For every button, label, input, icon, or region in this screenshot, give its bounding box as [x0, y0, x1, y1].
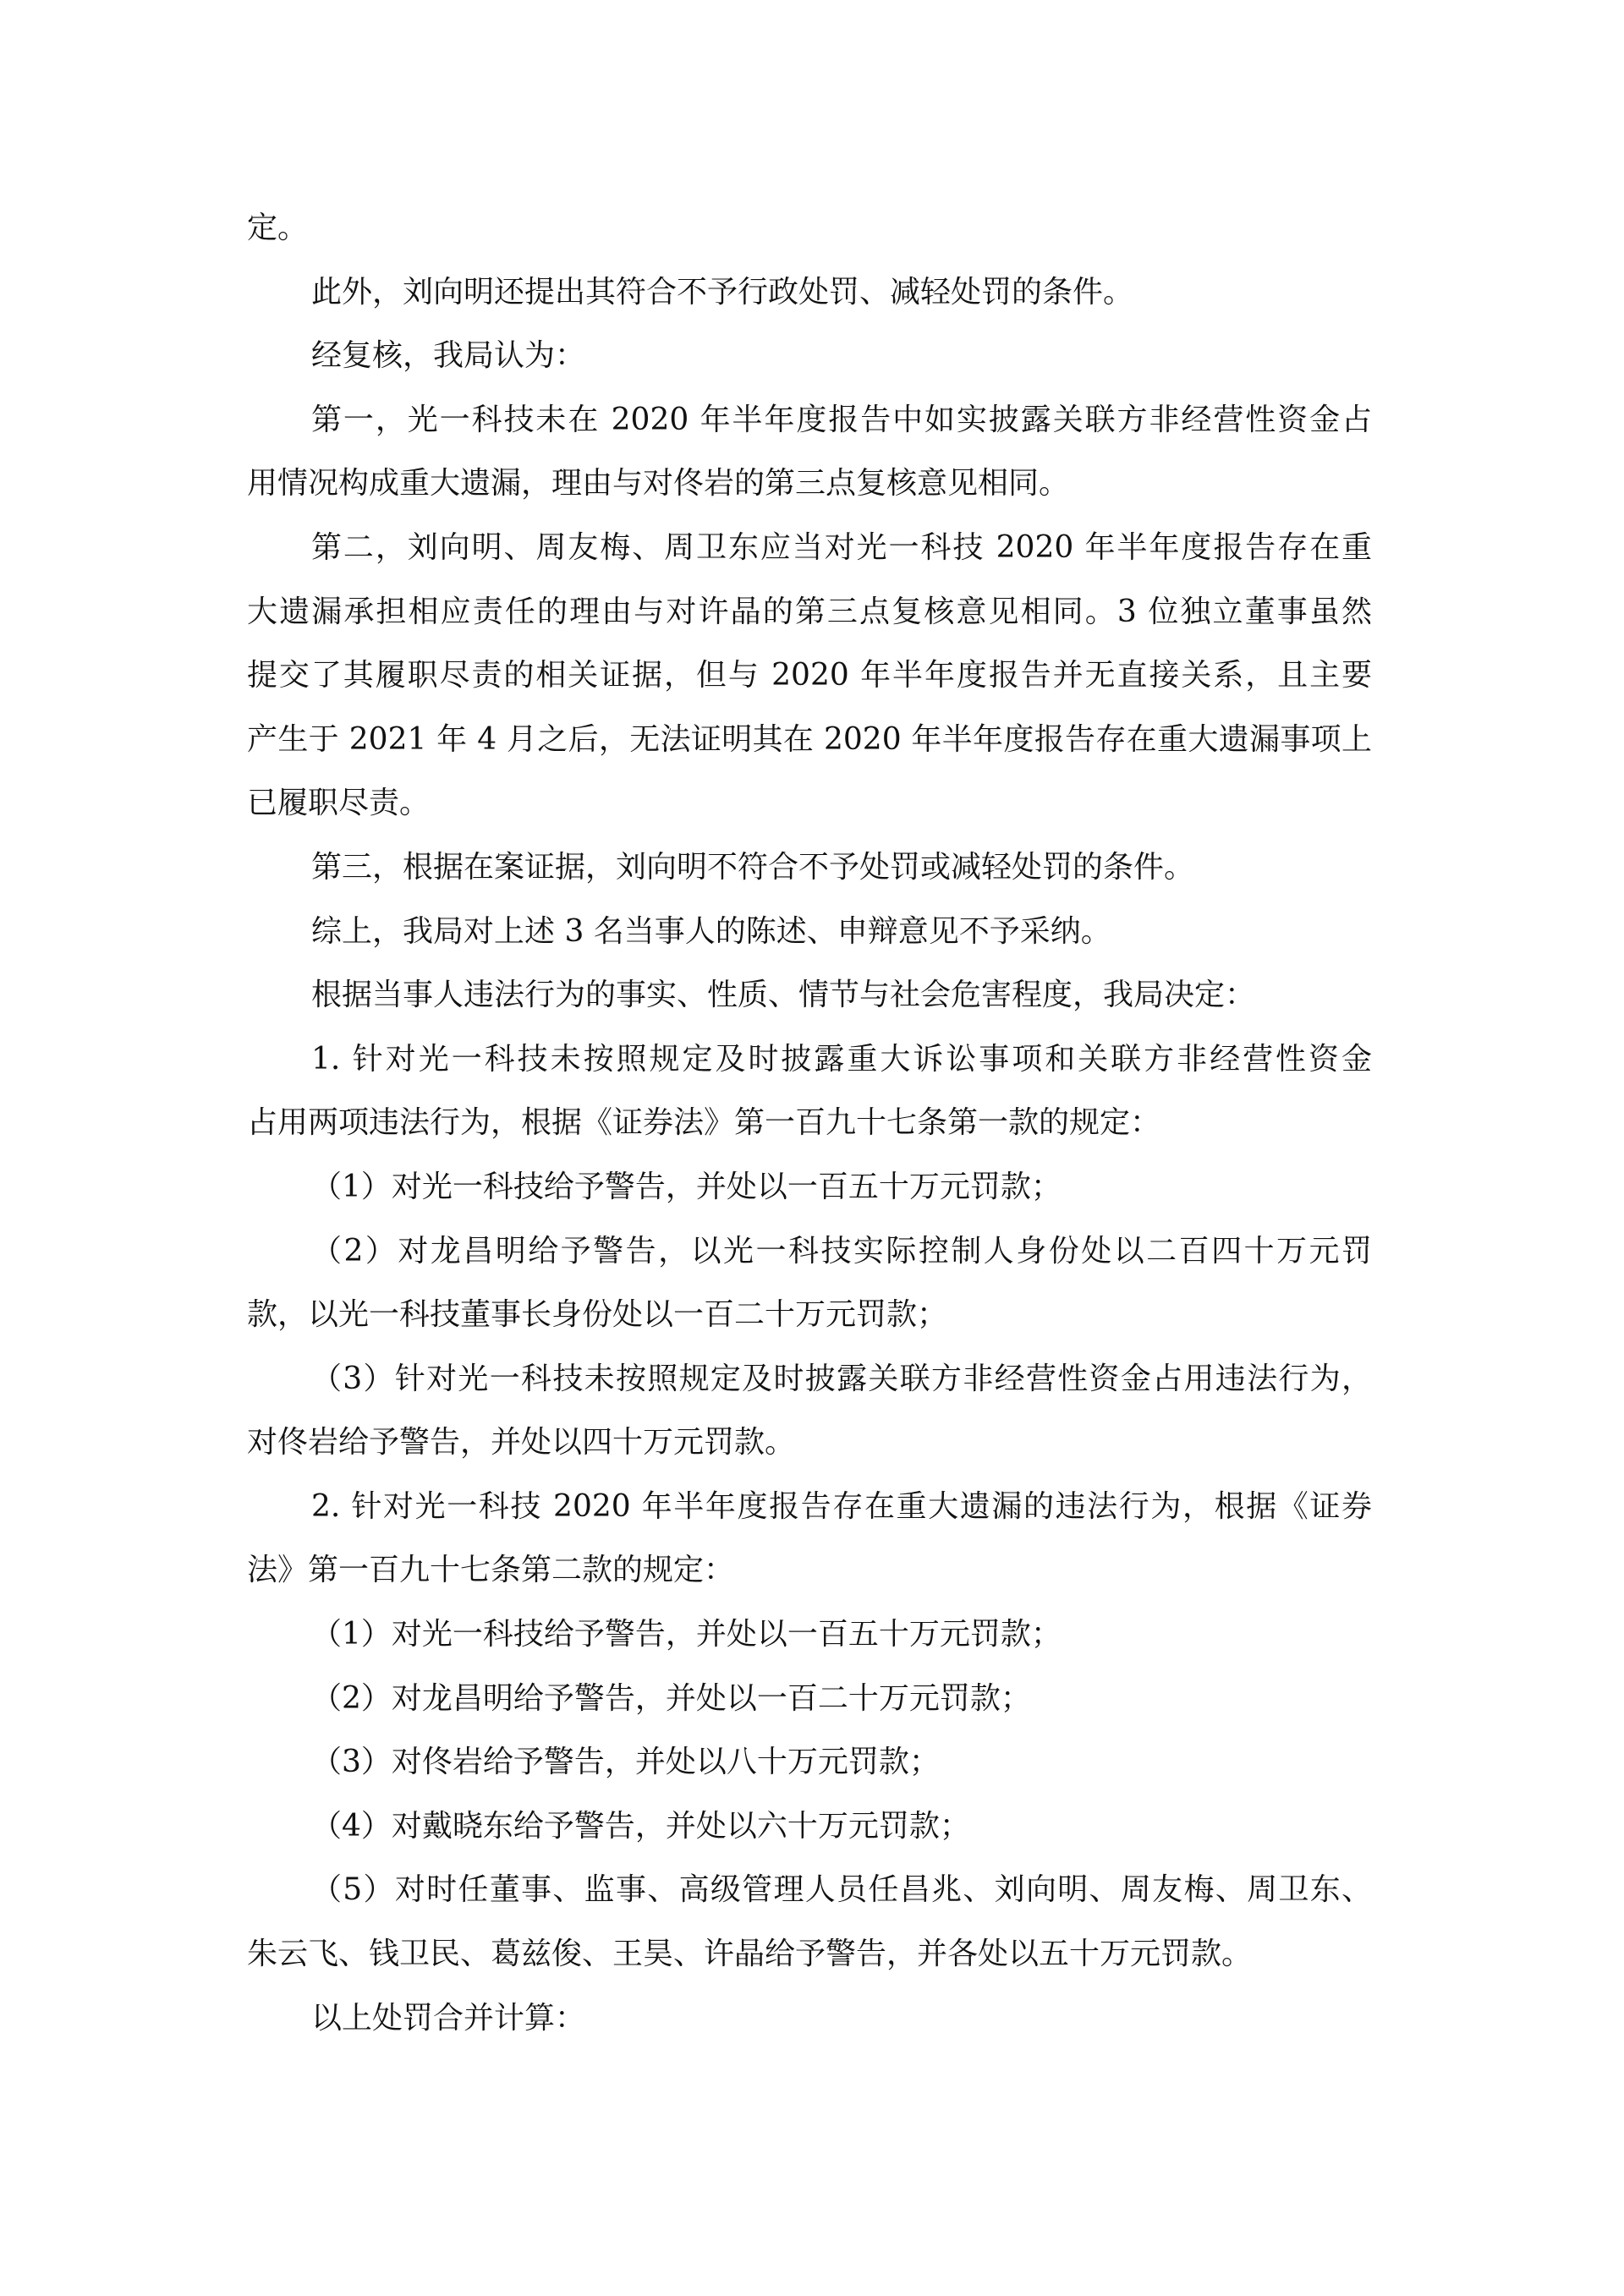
- text-line: 第一，光一科技未在 2020 年半年度报告中如实披露关联方非经营性资金占: [311, 402, 1372, 437]
- paragraph-item-1-1: [247, 1155, 1372, 1219]
- text-line: （5）对时任董事、监事、高级管理人员任昌兆、刘向明、周友梅、周卫东、: [311, 1872, 1372, 1908]
- text-line: 大遗漏承担相应责任的理由与对许晶的第三点复核意见相同。3 位独立董事虽然: [247, 594, 1372, 629]
- text-line: 根据当事人违法行为的事实、性质、情节与社会危害程度，我局决定：: [311, 978, 1256, 1013]
- text-line: （3）针对光一科技未按照规定及时披露关联方非经营性资金占用违法行为，: [311, 1361, 1372, 1396]
- paragraph-combined-penalty: [247, 1986, 1372, 2051]
- text-line: 提交了其履职尽责的相关证据，但与 2020 年半年度报告并无直接关系，且主要: [247, 658, 1372, 693]
- text-line: （1）对光一科技给予警告，并处以一百五十万元罚款；: [311, 1169, 1062, 1204]
- paragraph-item-1: [247, 1027, 1372, 1155]
- text-line: 经复核，我局认为：: [311, 338, 586, 374]
- text-line: （3）对佟岩给予警告，并处以八十万元罚款；: [311, 1745, 940, 1780]
- text-line: 以上处罚合并计算：: [311, 2000, 586, 2036]
- paragraph-item-2-3: [247, 1730, 1372, 1795]
- paragraph-item-2-4: [247, 1795, 1372, 1859]
- paragraph-liu-claim: [247, 260, 1372, 325]
- text-line: （2）对龙昌明给予警告，并处以一百二十万元罚款；: [311, 1680, 1031, 1716]
- text-line: （2）对龙昌明给予警告，以光一科技实际控制人身份处以二百四十万元罚: [311, 1233, 1372, 1269]
- paragraph-summary: [247, 900, 1372, 964]
- paragraph-review-second: [247, 516, 1372, 836]
- paragraph-item-1-3: [247, 1347, 1372, 1475]
- paragraph-item-1-2: [247, 1219, 1372, 1347]
- text-line: 1. 针对光一科技未按照规定及时披露重大诉讼事项和关联方非经营性资金: [311, 1041, 1372, 1077]
- text-line: 产生于 2021 年 4 月之后，无法证明其在 2020 年半年度报告存在重大遗漏事项上: [247, 721, 1372, 757]
- text-line: 综上，我局对上述 3 名当事人的陈述、申辩意见不予采纳。: [311, 913, 1111, 949]
- paragraph-review-intro: [247, 324, 1372, 388]
- text-line: 朱云飞、钱卫民、葛兹俊、王昊、许晶给予警告，并各处以五十万元罚款。: [247, 1937, 1253, 1972]
- paragraph-item-2-2: [247, 1667, 1372, 1731]
- paragraph-decision-intro: [247, 963, 1372, 1027]
- text-line: 2. 针对光一科技 2020 年半年度报告存在重大遗漏的违法行为，根据《证券: [311, 1488, 1372, 1524]
- paragraph-decision-end: [247, 196, 1372, 260]
- text-line: （1）对光一科技给予警告，并处以一百五十万元罚款；: [311, 1617, 1062, 1652]
- text-line: 占用两项违法行为，根据《证券法》第一百九十七条第一款的规定：: [247, 1105, 1161, 1141]
- text-line: （4）对戴晓东给予警告，并处以六十万元罚款；: [311, 1808, 970, 1844]
- text-line: 法》第一百九十七条第二款的规定：: [247, 1553, 735, 1588]
- text-line: 对佟岩给予警告，并处以四十万元罚款。: [247, 1425, 796, 1460]
- text-line: 第三，根据在案证据，刘向明不符合不予处罚或减轻处罚的条件。: [311, 849, 1195, 885]
- paragraph-item-2-5: [247, 1858, 1372, 1986]
- text-line: 款，以光一科技董事长身份处以一百二十万元罚款；: [247, 1297, 948, 1333]
- paragraph-review-third: [247, 836, 1372, 900]
- paragraph-item-2-1: [247, 1603, 1372, 1667]
- text-line: 定。: [247, 211, 309, 245]
- text-line: 此外，刘向明还提出其符合不予行政处罚、减轻处罚的条件。: [311, 274, 1134, 310]
- paragraph-review-first: [247, 388, 1372, 516]
- paragraph-item-2: [247, 1475, 1372, 1603]
- text-line: 已履职尽责。: [247, 786, 431, 821]
- document-body: [247, 196, 1372, 2050]
- text-line: 用情况构成重大遗漏，理由与对佟岩的第三点复核意见相同。: [247, 466, 1070, 501]
- text-line: 第二，刘向明、周友梅、周卫东应当对光一科技 2020 年半年度报告存在重: [311, 529, 1372, 565]
